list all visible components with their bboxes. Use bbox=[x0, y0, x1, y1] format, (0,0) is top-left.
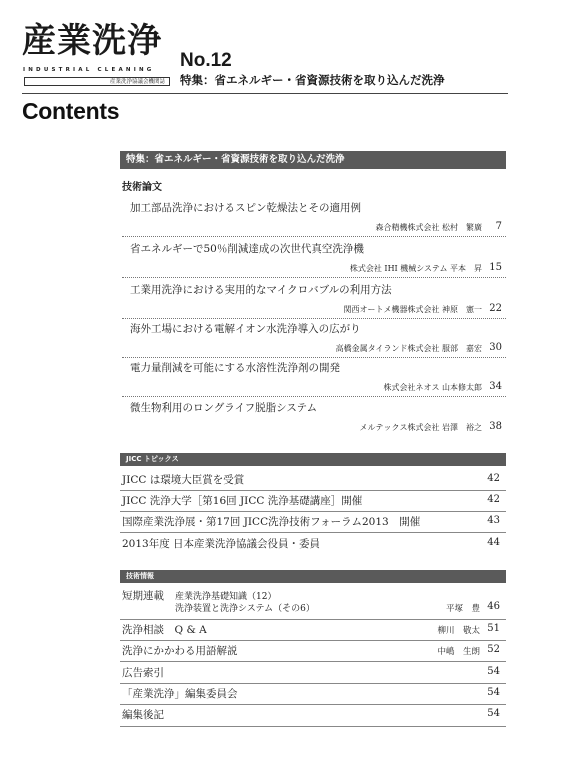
entry-page: 15 bbox=[489, 262, 502, 273]
entry-page: 46 bbox=[487, 601, 500, 612]
dotted-divider bbox=[122, 357, 506, 358]
entry-title: 編集後記 bbox=[122, 709, 164, 721]
entry-page: 22 bbox=[489, 303, 502, 314]
entry-page: 54 bbox=[487, 687, 500, 698]
entry-title: 洗浄相談 Q & A bbox=[122, 624, 207, 636]
entry-author: 中嶋 生朗 bbox=[437, 647, 480, 657]
entry-page: 42 bbox=[487, 473, 500, 484]
toc-entry[interactable] bbox=[120, 704, 506, 725]
entry-title: 省エネルギーで50％削減達成の次世代真空洗浄機 bbox=[130, 243, 364, 255]
magazine-logo-subtitle: 産業洗浄協議会機関誌 bbox=[24, 77, 170, 86]
entry-page: 38 bbox=[489, 421, 502, 432]
toc-entry[interactable] bbox=[120, 511, 506, 532]
toc-entry[interactable] bbox=[130, 400, 506, 443]
issue-number: No.12 bbox=[180, 50, 232, 71]
tech-info-section-bar: 技術情報 bbox=[120, 570, 506, 583]
entry-author: 高橋金属タイランド株式会社 服部 嘉宏 bbox=[335, 344, 482, 353]
entry-page: 54 bbox=[487, 666, 500, 677]
entry-title: 広告索引 bbox=[122, 667, 164, 679]
header-divider bbox=[22, 93, 508, 94]
toc-entry[interactable] bbox=[120, 490, 506, 511]
toc-entry[interactable] bbox=[120, 619, 506, 640]
entry-author: 関西オートメ機器株式会社 神原 憲一 bbox=[343, 305, 482, 314]
dotted-divider bbox=[122, 396, 506, 397]
toc-entry[interactable] bbox=[120, 640, 506, 661]
entry-subtitle: 洗浄装置と洗浄システム（その6） bbox=[175, 604, 315, 614]
dotted-divider bbox=[122, 236, 506, 237]
toc-entry[interactable] bbox=[120, 469, 506, 490]
page-title: Contents bbox=[22, 98, 120, 124]
row-divider bbox=[120, 726, 506, 727]
entry-title: 工業用洗浄における実用的なマイクロバブルの利用方法 bbox=[130, 284, 392, 296]
entry-title: 洗浄にかかわる用語解説 bbox=[122, 645, 238, 657]
dotted-divider bbox=[122, 277, 506, 278]
jicc-section-bar: JICC トピックス bbox=[120, 453, 506, 466]
entry-page: 43 bbox=[487, 515, 500, 526]
entry-page: 7 bbox=[495, 221, 502, 232]
technical-papers-label: 技術論文 bbox=[122, 182, 162, 193]
entry-title: JICC は環境大臣賞を受賞 bbox=[122, 474, 245, 486]
entry-author: 株式会社ネオス 山本修太郎 bbox=[383, 383, 482, 392]
entry-page: 34 bbox=[489, 381, 502, 392]
entry-page: 42 bbox=[487, 494, 500, 505]
entry-title: 「産業洗浄」編集委員会 bbox=[122, 688, 238, 700]
entry-page: 51 bbox=[487, 623, 500, 634]
issue-feature-title: 特集：省エネルギー・省資源技術を取り込んだ洗浄 bbox=[180, 73, 445, 87]
entry-page: 44 bbox=[487, 537, 500, 548]
dotted-divider bbox=[122, 318, 506, 319]
entry-page: 52 bbox=[487, 644, 500, 655]
entry-title: 2013年度 日本産業洗浄協議会役員・委員 bbox=[122, 538, 321, 550]
toc-entry[interactable] bbox=[120, 683, 506, 704]
entry-title: JICC 洗浄大学［第16回 JICC 洗浄基礎講座］開催 bbox=[122, 495, 363, 507]
entry-page: 54 bbox=[487, 708, 500, 719]
entry-author: 平塚 豊 bbox=[445, 604, 480, 614]
entry-title: 短期連載 bbox=[122, 590, 164, 602]
entry-author: 株式会社 IHI 機械システム 平本 昇 bbox=[349, 264, 482, 273]
entry-title: 微生物利用のロングライフ脱脂システム bbox=[130, 402, 318, 414]
entry-author: メルテックス株式会社 岩澤 裕之 bbox=[359, 423, 482, 432]
magazine-logo-english: INDUSTRIAL CLEANING bbox=[23, 67, 155, 73]
feature-section-bar: 特集：省エネルギー・省資源技術を取り込んだ洗浄 bbox=[120, 151, 506, 169]
toc-entry[interactable] bbox=[120, 662, 506, 683]
entry-author: 森合精機株式会社 松村 繁廣 bbox=[375, 223, 482, 232]
entry-page: 30 bbox=[489, 342, 502, 353]
entry-subtitle: 産業洗浄基礎知識（12） bbox=[175, 592, 277, 602]
magazine-logo: 産業洗浄 bbox=[22, 21, 162, 61]
entry-title: 加工部品洗浄におけるスピン乾燥法とその適用例 bbox=[130, 202, 361, 214]
entry-title: 海外工場における電解イオン水洗浄導入の広がり bbox=[130, 323, 361, 335]
entry-title: 国際産業洗浄展・第17回 JICC洗浄技術フォーラム2013 開催 bbox=[122, 516, 421, 528]
entry-author: 柳川 敬太 bbox=[437, 626, 480, 636]
entry-title: 電力量削減を可能にする水溶性洗浄剤の開発 bbox=[130, 362, 340, 374]
toc-entry[interactable] bbox=[120, 533, 506, 554]
